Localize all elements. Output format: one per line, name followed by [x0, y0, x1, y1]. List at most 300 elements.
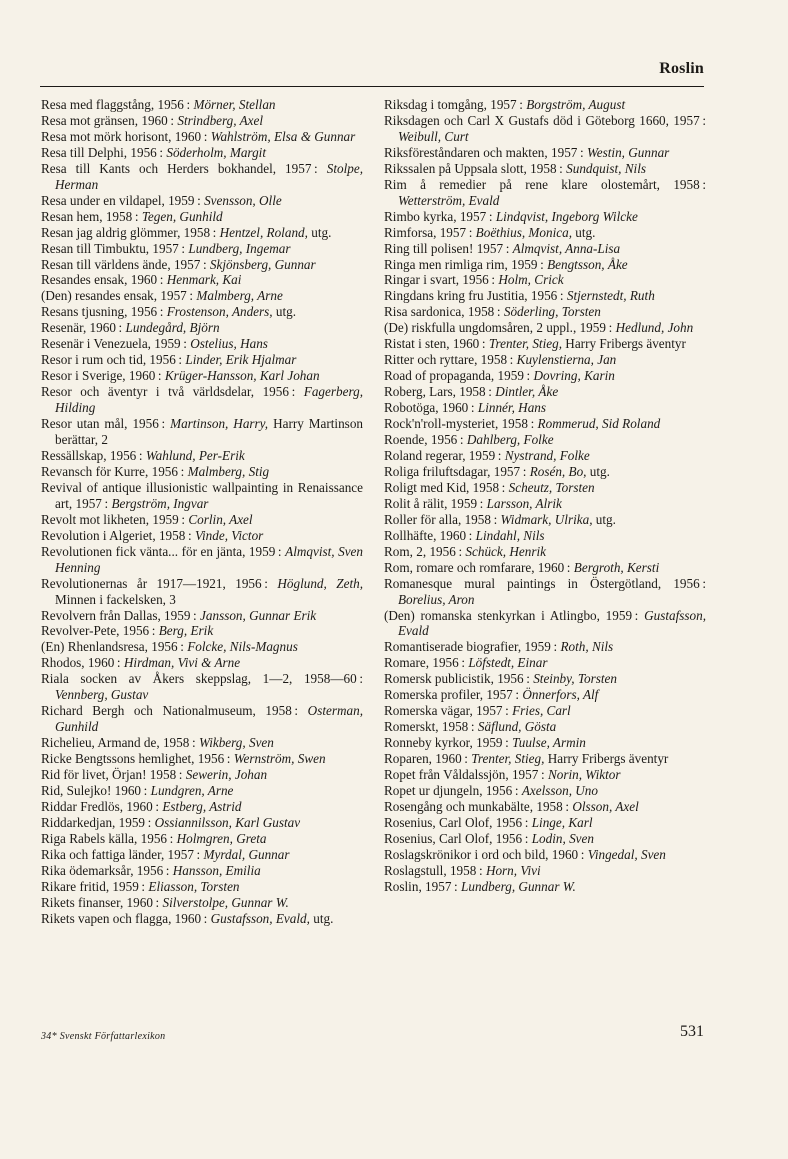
- entry-title: Ristat i sten,: [384, 336, 450, 352]
- entry-year: 1958: [464, 511, 491, 527]
- entry-author: Krüger-Hansson, Karl Johan: [164, 368, 320, 384]
- entry-author: Jansson, Gunnar Erik: [200, 607, 317, 623]
- entry-title: Richelieu, Armand de,: [41, 735, 160, 751]
- entry-title: Rid för livet, Örjan!: [41, 767, 147, 783]
- entry-year: 1958: [441, 719, 469, 735]
- index-entry: Rosenius, Carl Olof, 1956 : Lodin, Sven: [384, 830, 594, 846]
- entry-year: 1958: [501, 416, 528, 432]
- entry-note: Harry Fribergs äventyr: [565, 336, 686, 352]
- index-entry: Rid, Sulejko! 1960 : Lundgren, Arne: [41, 782, 234, 798]
- entry-year: 1957: [493, 463, 521, 479]
- index-entry: Resa mot mörk horisont, 1960 : Wahlström, Elsa & Gunnar: [41, 128, 356, 144]
- entry-year: 1959: [164, 607, 191, 623]
- page-number: 531: [680, 1023, 704, 1040]
- entry-title: Revolutionernas år 1917—1921,: [41, 575, 226, 591]
- entry-author: Sewerin, Johan: [185, 767, 268, 783]
- entry-title: Riksföreståndaren och makten,: [384, 144, 548, 160]
- entry-year: 1958: [536, 798, 563, 814]
- entry-title: Rollhäfte,: [384, 527, 437, 543]
- index-entry: Revansch för Kurre, 1956 : Malmberg, Stig: [41, 463, 270, 479]
- entry-title: Resa med flaggstång,: [41, 97, 155, 112]
- entry-year: 1960: [87, 655, 115, 671]
- entry-author: Silverstolpe, Gunnar W.: [162, 894, 289, 910]
- entry-year: 1958: [467, 304, 495, 320]
- index-entry: Resa under en vildapel, 1959 : Svensson, Olle: [41, 192, 282, 208]
- entry-title: Resor i rum och tid,: [41, 352, 147, 368]
- entry-year: 1956: [136, 862, 164, 878]
- entry-note: utg.: [313, 910, 334, 926]
- index-entry: Revolt mot likheten, 1959 : Corlin, Axel: [41, 511, 253, 527]
- entry-title: Revolutionen fick vänta... för en jänta,: [41, 543, 246, 559]
- index-entry: Ronneby kyrkor, 1959 : Tuulse, Armin: [384, 735, 586, 751]
- entry-title: Rikets finanser,: [41, 894, 124, 910]
- index-entry: Rid för livet, Örjan! 1958 : Sewerin, Johan: [41, 767, 268, 783]
- entry-author: Wahlund, Per-Erik: [145, 447, 245, 463]
- entry-author: Wahlström, Elsa & Gunnar: [210, 128, 356, 144]
- entry-title: Roparen,: [384, 751, 432, 767]
- entry-author: Bergroth, Kersti: [573, 559, 660, 575]
- entry-author: Wernström, Swen: [233, 751, 326, 767]
- entry-year: 1958: [459, 384, 486, 400]
- entry-author: Steinby, Torsten: [533, 671, 617, 687]
- index-entry: Revolver-Pete, 1956 : Berg, Erik: [41, 623, 214, 639]
- index-entry: Resan till världens ände, 1957 : Skjönsberg, Gunnar: [41, 256, 316, 272]
- entry-title: Rikssalen på Uppsala slott,: [384, 160, 527, 176]
- entry-author: Trenter, Stieg,: [471, 751, 545, 767]
- index-entry: Revolutionernas år 1917—1921, 1956 : Höglund, Zeth, Minnen i fackelsken, 3: [41, 575, 363, 607]
- index-entry: Riksföreståndaren och makten, 1957 : Westin, Gunnar: [384, 144, 670, 160]
- index-entry: Richard Bergh och Nationalmuseum, 1958 : Osterman, Gunhild: [41, 703, 363, 735]
- index-entry: Revolvern från Dallas, 1959 : Jansson, Gunnar Erik: [41, 607, 317, 623]
- entry-author: Almqvist, Anna-Lisa: [512, 240, 621, 256]
- entry-note: utg.: [589, 463, 610, 479]
- entry-title: Revolution i Algeriet,: [41, 527, 156, 543]
- index-entry: Ristat i sten, 1960 : Trenter, Stieg, Harry Fribergs äventyr: [384, 336, 686, 352]
- entry-year: 1960: [114, 782, 142, 798]
- entry-title: Revansch för Kurre,: [41, 463, 149, 479]
- entry-title: Revolt mot likheten,: [41, 511, 150, 527]
- entry-author: Eliasson, Torsten: [148, 878, 240, 894]
- index-entry: Rom, 2, 1956 : Schück, Henrik: [384, 543, 546, 559]
- entry-year: 1957: [173, 256, 201, 272]
- entry-title: Romerska vägar,: [384, 703, 473, 719]
- entry-year: 1956: [151, 639, 178, 655]
- entry-year: 1960: [128, 368, 156, 384]
- entry-author: Estberg, Astrid: [162, 798, 242, 814]
- entry-title: Resa mot gränsen,: [41, 112, 139, 128]
- entry-author: Myrdal, Gunnar: [203, 846, 290, 862]
- entry-title: Romare,: [384, 655, 430, 671]
- entry-title: Rimforsa,: [384, 224, 437, 240]
- index-entry: Roparen, 1960 : Trenter, Stieg, Harry Fribergs äventyr: [384, 751, 669, 767]
- entry-title: Rosenius, Carl Olof,: [384, 830, 493, 846]
- index-entry: (De) riskfulla ungdomsåren, 2 uppl., 1959 : Hedlund, John: [384, 320, 694, 336]
- entry-year: 1959: [118, 814, 146, 830]
- entry-author: Olsson, Axel: [572, 798, 639, 814]
- entry-author: Höglund, Zeth,: [277, 575, 363, 591]
- entry-author: Holm, Crick: [498, 272, 564, 288]
- entry-year: 1957: [152, 240, 179, 256]
- entry-title: Roller för alla,: [384, 511, 462, 527]
- entry-author: Vennberg, Gustav: [55, 687, 149, 703]
- entry-author: Wikberg, Sven: [198, 735, 274, 751]
- left-column: [41, 97, 363, 927]
- entry-title: Roslin,: [384, 878, 422, 894]
- entry-title: Ronneby kyrkor,: [384, 735, 473, 751]
- entry-note: Minnen i fackelsken, 3: [55, 591, 176, 607]
- index-entry: Roland regerar, 1959 : Nystrand, Folke: [384, 447, 590, 463]
- entry-author: Lindqvist, Ingeborg Wilcke: [495, 208, 638, 224]
- entry-title: Rika och fattiga länder,: [41, 846, 165, 862]
- index-entry: Risa sardonica, 1958 : Söderling, Torsten: [384, 304, 601, 320]
- entry-author: Lundegård, Björn: [125, 320, 220, 336]
- entry-year: 1960: [174, 128, 202, 144]
- entry-author: Borgström, August: [526, 97, 626, 112]
- entry-year: 1959: [112, 878, 139, 894]
- entry-title: Ringdans kring fru Justitia,: [384, 288, 528, 304]
- entry-title: Rhodos,: [41, 655, 85, 671]
- entry-author: Boëthius, Monica,: [475, 224, 572, 240]
- index-entry: Resor i Sverige, 1960 : Krüger-Hansson, Karl Johan: [41, 368, 320, 384]
- entry-title: Roland regerar,: [384, 447, 466, 463]
- entry-author: Bengtsson, Åke: [547, 256, 628, 272]
- entry-author: Horn, Vivi: [485, 862, 541, 878]
- entry-title: Roberg, Lars,: [384, 384, 456, 400]
- entry-title: (Den) romanska stenkyrkan i Atlingbo,: [384, 607, 600, 623]
- entry-year: 1958: [158, 527, 186, 543]
- entry-title: Rim å remedier på rene klare olostemårt,: [384, 176, 660, 192]
- entry-year: 1959: [605, 607, 633, 623]
- entry-title: Ropet från Våldalssjön,: [384, 767, 509, 783]
- entry-year: 1957: [476, 703, 503, 719]
- index-entry: (Den) romanska stenkyrkan i Atlingbo, 1959 : Gustafsson, Evald: [384, 607, 707, 639]
- entry-title: Revolver-Pete,: [41, 623, 120, 639]
- index-entry: Resan jag aldrig glömmer, 1958 : Hentzel, Roland, utg.: [41, 224, 332, 240]
- entry-year: 1957: [551, 144, 578, 160]
- index-entry: Revolution i Algeriet, 1958 : Vinde, Victor: [41, 527, 264, 543]
- entry-title: Rosengång och munkabälte,: [384, 798, 534, 814]
- entry-year: 1956: [485, 782, 513, 798]
- entry-title: (De) riskfulla ungdomsåren, 2 uppl.,: [384, 320, 577, 336]
- index-entry: Riga Rabels källa, 1956 : Holmgren, Greta: [41, 830, 267, 846]
- index-entry: Romersk publicistik, 1956 : Steinby, Torsten: [384, 671, 617, 687]
- entry-author: Berg, Erik: [158, 623, 214, 639]
- index-entry: Roslagstull, 1958 : Horn, Vivi: [384, 862, 541, 878]
- index-entry: (En) Rhenlandsresa, 1956 : Folcke, Nils-Magnus: [41, 639, 298, 655]
- entry-title: Resenär,: [41, 320, 87, 336]
- entry-title: Ringar i svart,: [384, 272, 460, 288]
- entry-title: Romanesque mural paintings in Östergötland,: [384, 575, 662, 591]
- entry-year: 1959: [579, 320, 606, 336]
- entry-year: 1957: [167, 846, 194, 862]
- index-entry: Roende, 1956 : Dahlberg, Folke: [384, 432, 554, 448]
- entry-author: Lundgren, Arne: [150, 782, 234, 798]
- entry-author: Gustafsson, Evald,: [210, 910, 310, 926]
- running-head: Roslin: [659, 60, 704, 77]
- entry-title: Resor i Sverige,: [41, 368, 126, 384]
- entry-year: 1957: [160, 288, 187, 304]
- entry-title: Resa mot mörk horisont,: [41, 128, 172, 144]
- entry-year: 1957: [285, 160, 312, 176]
- index-entry: Ropet från Våldalssjön, 1957 : Norin, Wiktor: [384, 767, 621, 783]
- entry-year: 1958: [265, 703, 292, 719]
- index-entry: Rikssalen på Uppsala slott, 1958 : Sundquist, Nils: [384, 160, 647, 176]
- index-entry: Roliga friluftsdagar, 1957 : Rosén, Bo, utg.: [384, 463, 610, 479]
- entry-title: Riddar Fredlös,: [41, 798, 124, 814]
- index-entry: Richelieu, Armand de, 1958 : Wikberg, Sven: [41, 735, 274, 751]
- entry-year: 1956: [132, 416, 159, 432]
- entry-year: 1960: [126, 798, 153, 814]
- entry-year: 1956: [122, 623, 150, 639]
- entry-year: 1956: [495, 830, 523, 846]
- entry-year: 1958: [480, 352, 508, 368]
- entry-year: 1960: [452, 336, 480, 352]
- index-entry: Romantiserade biografier, 1959 : Roth, Nils: [384, 639, 614, 655]
- entry-author: Dahlberg, Folke: [466, 432, 554, 448]
- entry-title: Romersk publicistik,: [384, 671, 494, 687]
- index-entry: Resor och äventyr i två världsdelar, 1956 : Fagerberg, Hilding: [41, 384, 363, 416]
- entry-title: Rom, 2,: [384, 543, 427, 559]
- entry-author: Weibull, Curt: [398, 128, 469, 144]
- entry-title: Ring till polisen!: [384, 240, 474, 256]
- entry-year: 1959: [497, 368, 524, 384]
- entry-author: Fagerberg, Hilding: [55, 384, 363, 416]
- entry-year: 1956: [673, 575, 700, 591]
- entry-author: Folcke, Nils-Magnus: [187, 639, 298, 655]
- entry-year: 1957: [75, 495, 102, 511]
- entry-author: Söderholm, Margit: [166, 144, 266, 160]
- entry-year: 1958: [530, 160, 557, 176]
- index-entry: Romerska vägar, 1957 : Fries, Carl: [384, 703, 571, 719]
- entry-year: 1956: [130, 304, 158, 320]
- index-entry: Rom, romare och romfarare, 1960 : Bergroth, Kersti: [384, 559, 660, 575]
- entry-title: Ringa men rimliga rim,: [384, 256, 508, 272]
- entry-note: utg.: [575, 224, 596, 240]
- entry-year: 1956: [495, 814, 523, 830]
- entry-author: Corlin, Axel: [188, 511, 253, 527]
- entry-title: Roslagstull,: [384, 862, 447, 878]
- entry-title: Rid, Sulejko!: [41, 782, 112, 798]
- index-entry: Road of propaganda, 1959 : Dovring, Karin: [384, 368, 615, 384]
- entry-year: 1959: [476, 735, 503, 751]
- entry-year: 1960: [89, 320, 116, 336]
- entry-year: 1959: [168, 192, 195, 208]
- entry-year: 1956: [262, 384, 289, 400]
- entry-title: Resor och äventyr i två världsdelar,: [41, 384, 255, 400]
- index-entry: Robotöga, 1960 : Linnér, Hans: [384, 400, 547, 416]
- entry-author: Hentzel, Roland,: [219, 224, 308, 240]
- index-entry: Riksdag i tomgång, 1957 : Borgström, August: [384, 97, 626, 112]
- entry-title: Riga Rabels källa,: [41, 830, 138, 846]
- entry-title: Richard Bergh och Nationalmuseum,: [41, 703, 256, 719]
- index-entry: (Den) resandes ensak, 1957 : Malmberg, Arne: [41, 288, 283, 304]
- entry-author: Wetterström, Evald: [398, 192, 500, 208]
- index-entry: Revival of antique illusionistic wallpainting in Renaissance art, 1957 : Bergström, Ingvar: [41, 479, 363, 511]
- entry-author: Widmark, Ulrika,: [500, 511, 593, 527]
- entry-author: Linnér, Hans: [477, 400, 547, 416]
- entry-author: Lindahl, Nils: [475, 527, 545, 543]
- entry-author: Malmberg, Stig: [187, 463, 270, 479]
- index-entry: Rosenius, Carl Olof, 1956 : Linge, Karl: [384, 814, 593, 830]
- entry-year: 1960: [130, 272, 158, 288]
- entry-author: Osterman, Gunhild: [55, 703, 363, 735]
- index-entry: Resor i rum och tid, 1956 : Linder, Erik Hjalmar: [41, 352, 297, 368]
- entry-author: Vingedal, Sven: [587, 846, 666, 862]
- entry-title: Resan jag aldrig glömmer,: [41, 224, 181, 240]
- entry-author: Dovring, Karin: [533, 368, 615, 384]
- index-entry: Rosengång och munkabälte, 1958 : Olsson, Axel: [384, 798, 639, 814]
- index-entry: Rock'n'roll-mysteriet, 1958 : Rommerud, Sid Roland: [384, 416, 661, 432]
- entry-author: Axelsson, Uno: [521, 782, 598, 798]
- entry-author: Malmberg, Arne: [196, 288, 283, 304]
- entry-title: Roligt med Kid,: [384, 479, 470, 495]
- index-entry: Revolutionen fick vänta... för en jänta, 1959 : Almqvist, Sven Henning: [41, 543, 364, 575]
- entry-title: Resa under en vildapel,: [41, 192, 165, 208]
- entry-author: Tuulse, Armin: [512, 735, 586, 751]
- entry-author: Lundberg, Gunnar W.: [461, 878, 576, 894]
- entry-title: Riddarkedjan,: [41, 814, 116, 830]
- index-entry: Resa till Kants och Herders bokhandel, 1957 : Stolpe, Herman: [41, 160, 363, 192]
- index-entry: Rolit å rälit, 1959 : Larsson, Alrik: [384, 495, 562, 511]
- entry-year: 1959: [524, 639, 551, 655]
- entry-year: 1957: [511, 767, 539, 783]
- index-entry: Romerska profiler, 1957 : Önnerfors, Alf: [384, 687, 599, 703]
- entry-author: Vinde, Victor: [194, 527, 264, 543]
- entry-year: 1958: [162, 735, 190, 751]
- entry-year: 1960: [439, 527, 467, 543]
- entry-year: 1956: [140, 830, 167, 846]
- entry-author: Henmark, Kai: [166, 272, 242, 288]
- index-entry: Ringar i svart, 1956 : Holm, Crick: [384, 272, 564, 288]
- entry-title: Romerska profiler,: [384, 687, 484, 703]
- entry-year: 1956: [497, 671, 524, 687]
- entry-year: 1958: [183, 224, 211, 240]
- entry-author: Gustafsson, Evald: [398, 607, 707, 639]
- entry-author: Tegen, Gunhild: [141, 208, 223, 224]
- index-entry: Resandes ensak, 1960 : Henmark, Kai: [41, 272, 242, 288]
- entry-year: 1956: [462, 272, 489, 288]
- entry-title: Roslagskrönikor i ord och bild,: [384, 846, 549, 862]
- index-entry: Resa till Delphi, 1956 : Söderholm, Margit: [41, 144, 266, 160]
- entry-author: Strindberg, Axel: [177, 112, 264, 128]
- entry-title: Rimbo kyrka,: [384, 208, 457, 224]
- index-entry: Rimforsa, 1957 : Boëthius, Monica, utg.: [384, 224, 596, 240]
- index-entry: Ritter och ryttare, 1958 : Kuylenstierna, Jan: [384, 352, 617, 368]
- entry-title: (Den) resandes ensak,: [41, 288, 158, 304]
- index-entry: Riddarkedjan, 1959 : Ossiannilsson, Karl Gustav: [41, 814, 301, 830]
- entry-author: Roth, Nils: [560, 639, 614, 655]
- index-entry: Roller för alla, 1958 : Widmark, Ulrika, utg.: [384, 511, 616, 527]
- index-entry: Roslagskrönikor i ord och bild, 1960 : Vingedal, Sven: [384, 846, 666, 862]
- entry-title: Resan hem,: [41, 208, 103, 224]
- entry-author: Lodin, Sven: [531, 830, 594, 846]
- index-entry: Rimbo kyrka, 1957 : Lindqvist, Ingeborg Wilcke: [384, 208, 638, 224]
- index-entry: Rika ödemarksår, 1956 : Hansson, Emilia: [41, 862, 261, 878]
- index-entry: Roberg, Lars, 1958 : Dintler, Åke: [384, 384, 559, 400]
- index-entry: Rika och fattiga länder, 1957 : Myrdal, Gunnar: [41, 846, 290, 862]
- entry-year: 1959: [154, 336, 181, 352]
- entry-title: Resenär i Venezuela,: [41, 336, 151, 352]
- entry-title: Riksdag i tomgång,: [384, 97, 487, 112]
- entry-year: 1959: [248, 543, 276, 559]
- entry-year: 1958: [472, 479, 500, 495]
- entry-year: 1956: [151, 463, 178, 479]
- index-entry: Riala socken av Åkers skeppslag, 1—2, 1958—60 : Vennberg, Gustav: [41, 671, 363, 703]
- index-entry: Resa mot gränsen, 1960 : Strindberg, Axel: [41, 112, 264, 128]
- entry-title: Riksdagen och Carl X Gustafs död i Göteborg 1660,: [384, 112, 669, 128]
- entry-title: Rolit å rälit,: [384, 495, 448, 511]
- right-column: [384, 97, 706, 895]
- entry-year: 1959: [468, 447, 496, 463]
- entry-year: 1956: [530, 288, 558, 304]
- entry-author: Borelius, Aron: [398, 591, 475, 607]
- entry-author: Säflund, Gösta: [477, 719, 557, 735]
- entry-author: Rommerud, Sid Roland: [537, 416, 661, 432]
- entry-year: 1959: [511, 256, 538, 272]
- entry-note: Harry Fribergs äventyr: [547, 751, 669, 767]
- index-entry: Rikets finanser, 1960 : Silverstolpe, Gunnar W.: [41, 894, 289, 910]
- entry-year: 1960: [551, 846, 579, 862]
- entry-title: Resan till världens ände,: [41, 256, 171, 272]
- entry-year: 1957: [490, 97, 517, 112]
- entry-author: Linder, Erik Hjalmar: [185, 352, 297, 368]
- entry-author: Larsson, Alrik: [486, 495, 562, 511]
- entry-title: Resans tjusning,: [41, 304, 128, 320]
- entry-title: (En) Rhenlandsresa,: [41, 639, 148, 655]
- index-entry: Ropet ur djungeln, 1956 : Axelsson, Uno: [384, 782, 598, 798]
- index-entry: Ringdans kring fru Justitia, 1956 : Stjernstedt, Ruth: [384, 288, 655, 304]
- entry-title: Road of propaganda,: [384, 368, 495, 384]
- entry-year: 1957: [425, 878, 452, 894]
- header-rule: [40, 86, 704, 87]
- entry-author: Schück, Henrik: [465, 543, 546, 559]
- entry-author: Hedlund, John: [615, 320, 694, 336]
- entry-title: Roende,: [384, 432, 428, 448]
- entry-author: Westin, Gunnar: [586, 144, 670, 160]
- entry-author: Trenter, Stieg,: [488, 336, 562, 352]
- entry-year: 1956: [432, 655, 459, 671]
- index-entry: Roslin, 1957 : Lundberg, Gunnar W.: [384, 878, 576, 894]
- index-entry: Resor utan mål, 1956 : Martinson, Harry, Harry Martinson berättar, 2: [41, 416, 364, 448]
- index-entry: Resan hem, 1958 : Tegen, Gunhild: [41, 208, 223, 224]
- entry-year: 1958: [149, 767, 177, 783]
- entry-title: Riala socken av Åkers skeppslag, 1—2,: [41, 671, 293, 687]
- entry-author: Stjernstedt, Ruth: [566, 288, 655, 304]
- index-entry: Riksdagen och Carl X Gustafs död i Göteborg 1660, 1957 : Weibull, Curt: [384, 112, 707, 144]
- entry-title: Ressällskap,: [41, 447, 107, 463]
- entry-title: Ropet ur djungeln,: [384, 782, 483, 798]
- entry-year: 1956: [130, 144, 157, 160]
- entry-note: utg.: [595, 511, 616, 527]
- index-entry: Romanesque mural paintings in Östergötland, 1956 : Borelius, Aron: [384, 575, 707, 607]
- index-entry: Rhodos, 1960 : Hirdman, Vivi & Arne: [41, 655, 241, 671]
- index-entry: Rikare fritid, 1959 : Eliasson, Torsten: [41, 878, 240, 894]
- entry-author: Mörner, Stellan: [193, 97, 276, 112]
- entry-year: 1956: [197, 751, 225, 767]
- entry-year: 1958: [673, 176, 700, 192]
- entry-title: Risa sardonica,: [384, 304, 465, 320]
- entry-author: Lundberg, Ingemar: [188, 240, 291, 256]
- entry-note: utg.: [311, 224, 332, 240]
- index-entry: Rikets vapen och flagga, 1960 : Gustafsson, Evald, utg.: [41, 910, 334, 926]
- entry-title: Resor utan mål,: [41, 416, 128, 432]
- entry-author: Ostelius, Hans: [190, 336, 268, 352]
- entry-title: Roliga friluftsdagar,: [384, 463, 491, 479]
- index-entry: Rollhäfte, 1960 : Lindahl, Nils: [384, 527, 545, 543]
- entry-year: 1960: [141, 112, 168, 128]
- index-entry: Resa med flaggstång, 1956 : Mörner, Stellan: [41, 97, 276, 112]
- index-entry: Resan till Timbuktu, 1957 : Lundberg, Ingemar: [41, 240, 291, 256]
